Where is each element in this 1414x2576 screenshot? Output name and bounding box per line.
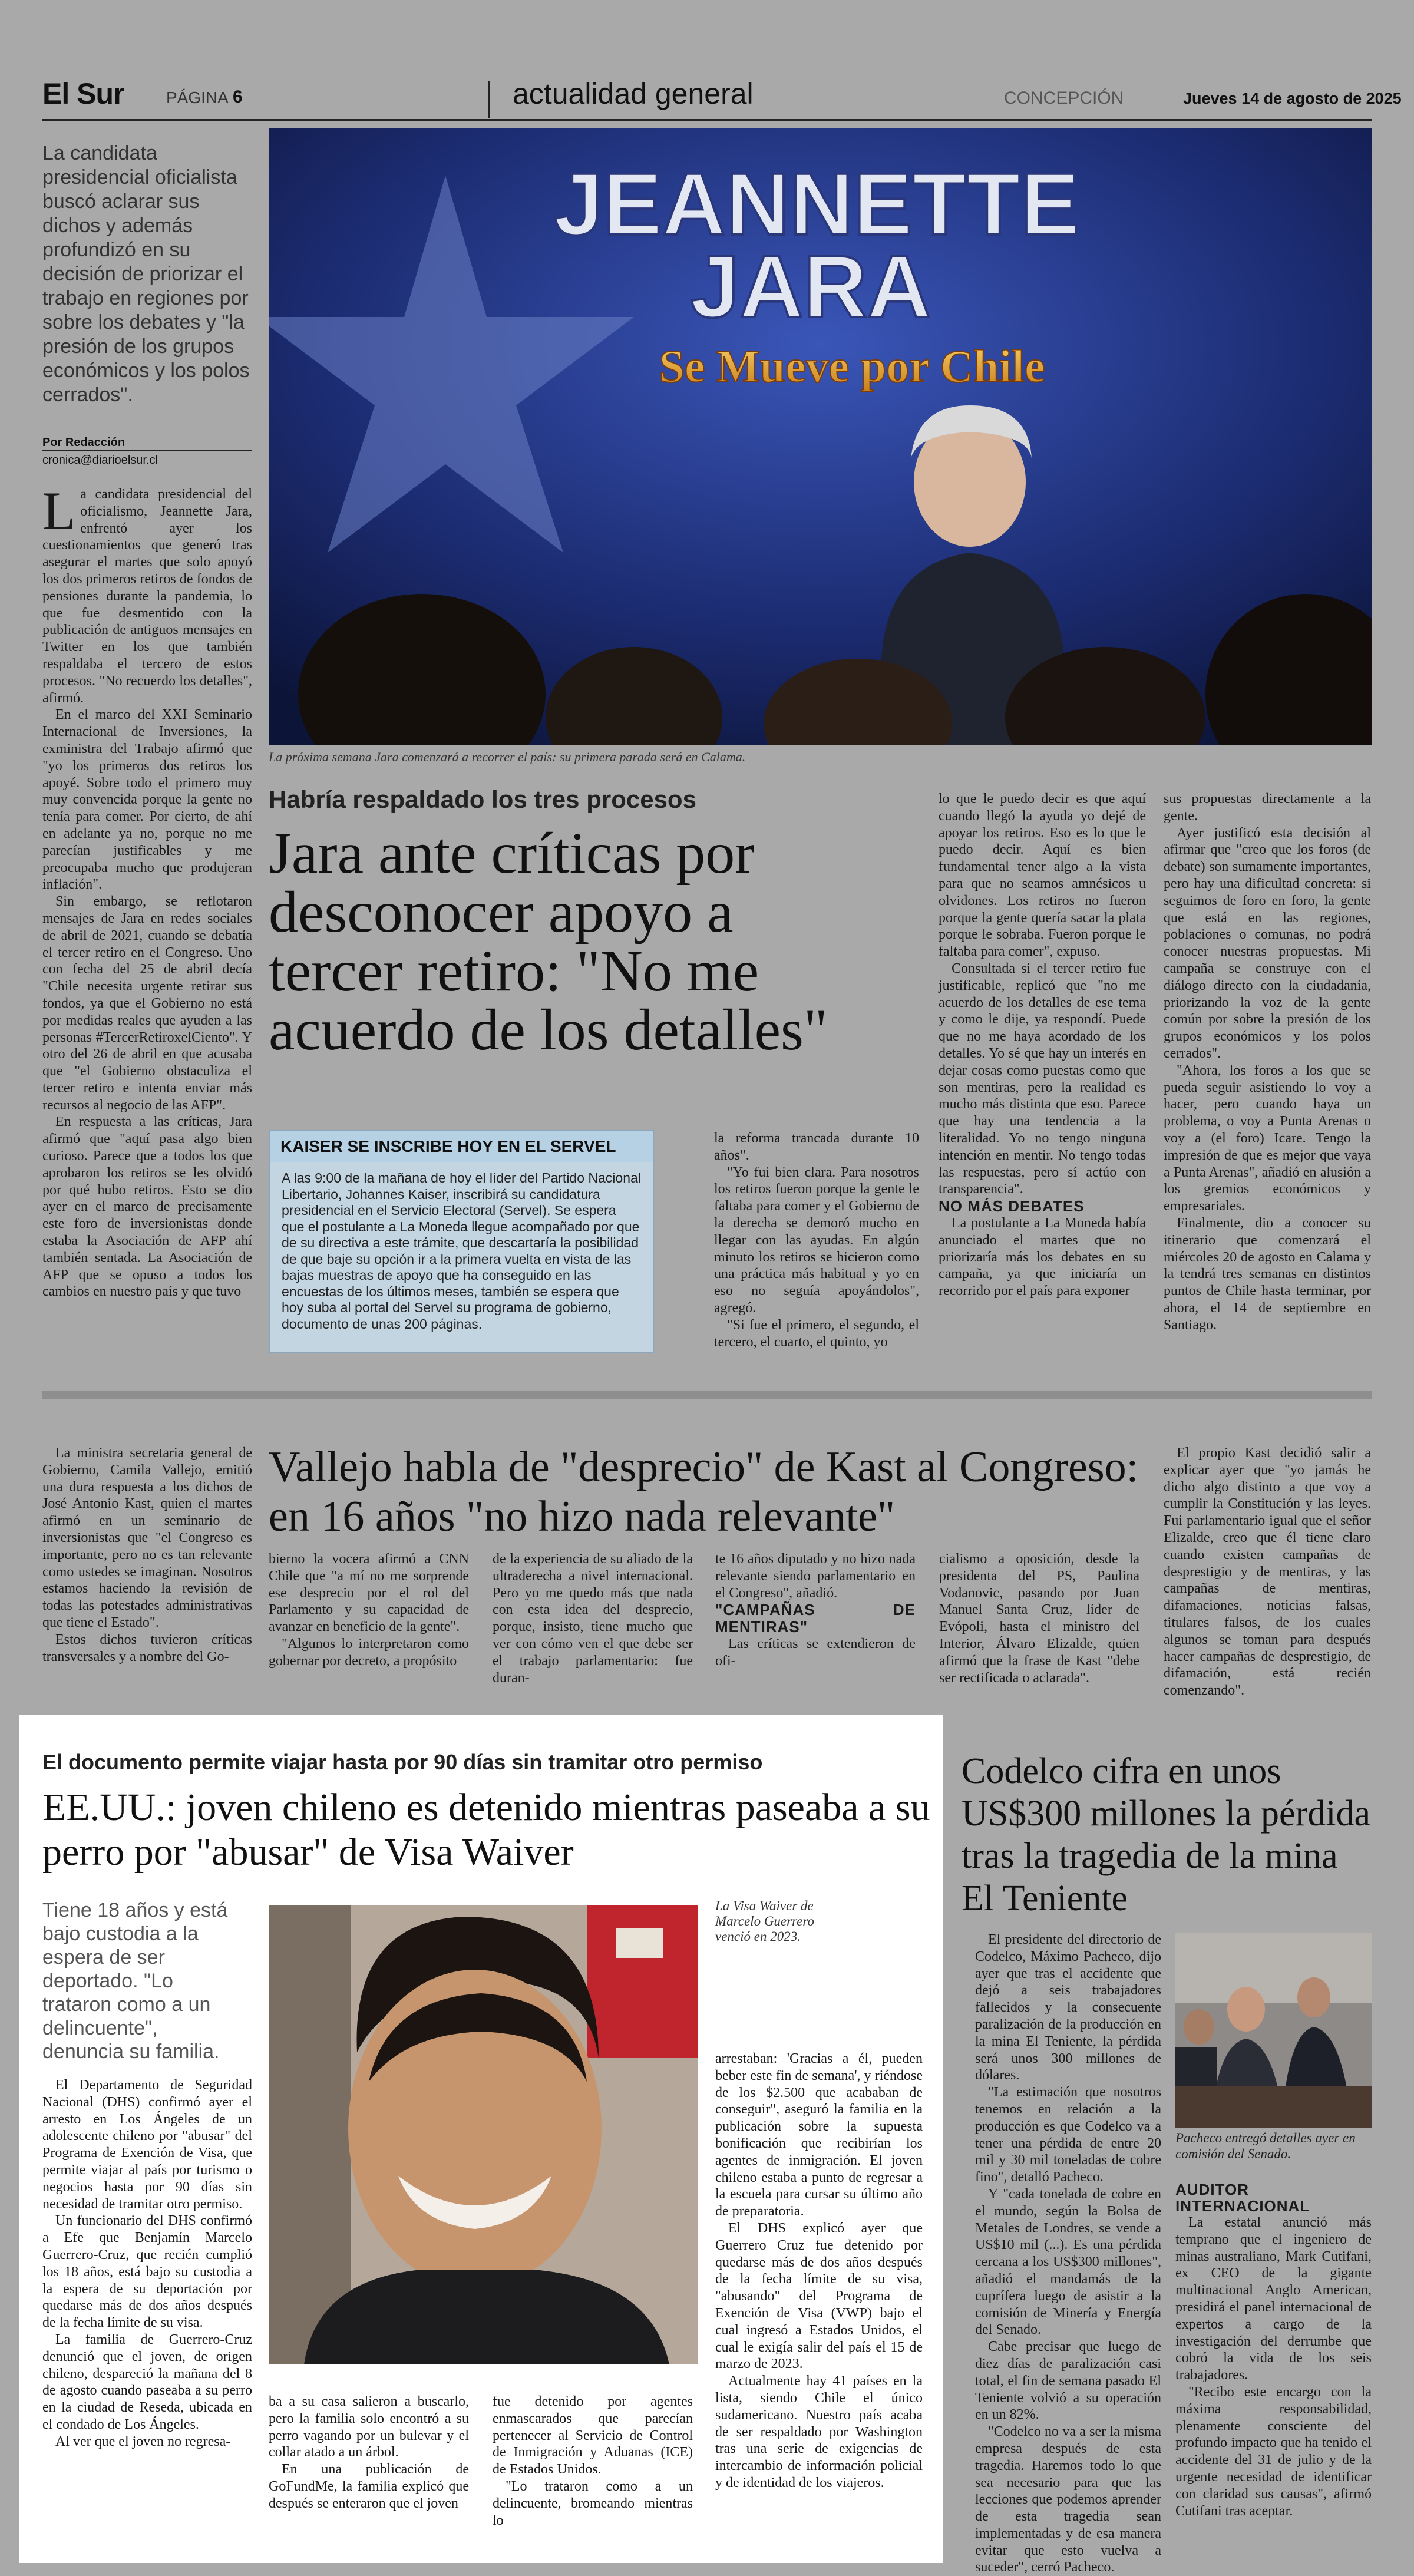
paragraph: Al ver que el joven no regresa- [55,2433,231,2449]
paragraph: a candidata presidencial del oficialismo, Jeannette Jara, enfrentó ayer los cuestionamientos que generó tras asegurar el martes que solo apoyó los dos primeros retiros de fondos de pensiones durante la pandemia, lo que fue desmentido con la publicación de antiguos mensajes en Twitter en los que también respaldaba el tercero de estos procesos. "No recuerdo los detalles", afirmó. [42,487,252,706]
page-number: 6 [233,87,243,107]
paragraph: bierno la vocera afirmó a CNN Chile que "a mí no me sorprende ese desprecio por el rol del Parlamento y su capacidad de avanzar en beneficio de la gente". [269,1551,469,1635]
jara-byline-email: cronica@diarioelsur.cl [42,454,158,467]
paragraph: El DHS explicó ayer que Guerrero Cruz fue detenido por quedarse más de dos años después de la fecha límite de su visa, "abusando" del Programa de Exención de Visa (VWP) bajo el cual ingresó a Estados Unidos, el cual le exigía salir del país el 15 de marzo de 2023. [715,2220,923,2372]
paragraph: Las críticas se extendieron de ofi- [715,1636,916,1669]
paragraph: cialismo a oposición, desde la presidenta del PS, Paulina Vodanovic, pasando por Juan Manuel Santa Cruz, líder de Evópoli, hasta el ministro del Interior, Álvaro Elizalde, quien afirmó que la frase de Kast "debe ser rectificada o aclarada". [939,1551,1139,1686]
paragraph: arrestaban: 'Gracias a él, pueden beber este fin de semana', y riéndose de los $2.500 que acababan de conseguir", aseguró la familia en la publicación sobre la supuesta bonificación que recibirían los agentes de inmigración. El joven chileno estaba a punto de regresar a la escuela para cursar su último año de preparatoria. [715,2051,923,2220]
masthead-brand: El Sur [42,77,124,110]
paragraph: La ministra secretaria general de Gobierno, Camila Vallejo, emitió una dura respuesta a los dichos de José Antonio Kast, quien el martes afirmó en un seminario de inversionistas que "el Congreso es importante, pero no es tan relevante como ustedes se imaginan. Nosotros estamos haciendo la revisión de todas las potestades administrativas que tiene el Estado". [42,1445,252,1630]
codelco-photo-caption: Pacheco entregó detalles ayer en comisión del Senado. [1175,2131,1356,2161]
jara-photo [269,128,1372,745]
paragraph: La familia de Guerrero-Cruz denunció que el joven, de origen chileno, despareció la mañana del 8 de agosto cuando paseaba a su perro en la ciudad de Reseda, ubicada en el condado de Los Ángeles. [42,2331,252,2432]
codelco-col2 [1175,2181,1372,2519]
drop-cap: L [42,481,76,541]
subheading: "CAMPAÑAS DE MENTIRAS" [715,1601,916,1636]
eeuu-photo [269,1905,698,2364]
paragraph: En respuesta a las críticas, Jara afirmó que "aquí pasa algo bien curioso. Parece que a todos los que aprobaron los retiros se les olvidó por qué hubo retiros. Esto se dio ayer en el marco de precisamente este foro de inversionistas donde estaba la Asociación de AFP ahí también sentada. La Asociación de AFP que se opuso a todos los cambios en nuestro país y que tuvo [42,1114,252,1300]
paragraph: Finalmente, dio a conocer su itinerario que comenzará el miércoles 20 de agosto en Calama y la tendrá tres semanas en distintos puntos de Chile hasta terminar, por ahora, el 14 de septiembre en Santiago. [1164,1215,1371,1333]
banner-slogan: Se Mueve por Chile [659,341,1045,392]
paragraph: lo que le puedo decir es que aquí cuando llegó la ayuda yo dejé de apoyar los retiros. Eso es lo que le puedo decir. Aquí es bien fundamental tener algo a la vista para que no seamos amnésicos u olvidones. Los retiros no fueron porque la gente quería sacar la plata porque le sobraba. Fueron porque le faltaba para comer", expuso. [939,791,1146,960]
subheading: NO MÁS DEBATES [939,1197,1085,1216]
jara-byline-name: Por Redacción [42,436,125,449]
codelco-headline: Codelco cifra en unos US$300 millones la pérdida tras la tragedia de la mina El Teniente [962,1751,1370,1918]
paragraph: "Codelco no va a ser la misma empresa después de esta tragedia. Haremos todo lo que sea necesario para que las lecciones que podemos aprender de esta tragedia sean implementadas y de esa manera evitar que esto vuelva a suceder", cerró Pacheco. [975,2424,1161,2575]
paragraph: Actualmente hay 41 países en la lista, siendo Chile el único sudamericano. Nuestro país acaba de ser respaldado por Washington tras una serie de exigencias de intercambio de información policial y de identidad de los viajeros. [715,2373,923,2491]
vallejo-col2 [269,1551,469,1670]
paragraph: Y "cada tonelada de cobre en el mundo, según la Bolsa de Metales de Londres, se vende a US$10 mil (...). Es una pérdida cercana a los US$300 millones", añadió el mandamás de la cuprífera luego de asistir a la comisión de Minería y Energía del Senado. [975,2186,1161,2338]
paragraph: La postulante a La Moneda había anunciado el martes que no priorizaría más los debates en su campaña, ya que iniciaría un recorrido por el país para exponer [939,1215,1146,1299]
codelco-photo [1175,1933,1372,2128]
section-divider [42,1391,1372,1399]
paragraph: fue detenido por agentes enmascarados que parecían pertenecer al Servicio de Control de Inmigración y Aduanas (ICE) de Estados Unidos. [493,2394,693,2478]
paragraph: Consultada si el tercer retiro fue justificable, replicó que "no me acuerdo de los detalles de ese tema y como le dije, ya respondí. Puede que no me haya acordado de los detalles. Yo sé que hay un interés en dejar cosas como puestas como que son mentiras, pero la realidad es mucho más distinta que eso. Parece que hay una tendencia a la literalidad. Yo no tengo ninguna intención en mentir. No tengo todas las respuestas, pero sí actúo con transparencia". [939,960,1146,1197]
eeuu-col4 [715,2050,923,2492]
eeuu-kicker: El documento permite viajar hasta por 90 días sin tramitar otro permiso [42,1750,763,1774]
eeuu-photo-art [269,1905,698,2364]
header-rule [42,119,1372,121]
vallejo-col6 [1164,1445,1371,1699]
city-label: CONCEPCIÓN [1004,88,1124,108]
paragraph: ba a su casa salieron a buscarlo, pero la familia solo encontró a su perro vagando por un bulevar y el collar atado a un árbol. [269,2394,469,2461]
eeuu-col1 [42,2077,252,2450]
paragraph: "Lo trataron como a un delincuente, bromeando mientras lo [493,2478,693,2528]
eeuu-lead: Tiene 18 años y está bajo custodia a la espera de ser deportado. "Lo trataron como a un delincuente", denuncia su familia. [42,1899,228,2063]
paragraph: Ayer justificó esta decisión al afirmar que "creo que los foros (de debate) son sumamente importantes, pero hay una dificultad concreta: si seguimos de foro en foro, la gente que está en las regiones, poblaciones o comunas, no podrá conocer nuestras propuestas. Mi campaña se construye con el diálogo directo con la ciudadanía, priorizando la voz de la gente común por sobre la presión de los grupos económicos y los polos cerrados". [1164,825,1371,1061]
paragraph: "Algunos lo interpretaron como gobernar por decreto, a propósito [269,1636,469,1669]
page-label: PÁGINA [166,88,229,107]
vallejo-col4 [715,1551,916,1670]
paragraph: de la experiencia de su aliado de la ultraderecha a nivel internacional. Pero yo me quedo más que nada con esta idea del desprecio, porque, insisto, tiene mucho que ver con cómo ven el que debe ser el trabajo parlamentario: fue duran- [493,1551,693,1686]
paragraph: La estatal anunció más temprano que el ingeniero de minas australiano, Mark Cutifani, ex CEO de la gigante multinacional Anglo American, presidirá el panel internacional de expertos a cargo de la investigación del derrumbe que cobró la vida de los seis trabajadores. [1175,2215,1372,2383]
paragraph: te 16 años diputado y no hizo nada relevante siendo parlamentario en el Congreso", añadió. [715,1551,916,1601]
jara-body-col3 [714,1130,919,1350]
jara-body-col1 [42,481,252,1300]
paragraph: Estos dichos tuvieron críticas transversales y a nombre del Go- [42,1632,252,1665]
jara-photo-caption: La próxima semana Jara comenzará a recorrer el país: su primera parada será en Calama. [269,749,746,764]
kaiser-box-text: A las 9:00 de la mañana de hoy el líder del Partido Nacional Libertario, Johannes Kaiser, inscribirá su candidatura presidencial en el Servicio Electoral (Servel). Se espera que el postulante a La Moneda llegue acompañado por que de su directiva a este trámite, que descartaría la posibilidad de que baje su opción ir a la primera vuelta en vista de las bajas muestras de apoyo que ha conseguido en las encuestas de los últimos meses, también se espera que hoy suba al portal del Servel su programa de gobierno, documento de unas 200 páginas. [282,1170,641,1332]
eeuu-col3 [493,2393,693,2529]
jara-body-col5 [1164,791,1371,1334]
header-divider [488,81,490,118]
paragraph: "Ahora, los foros a los que se pueda seguir asistiendo lo voy a hacer, pero cuando haya un problema, o voy a Punta Arenas o voy a (el foro) Icare. Tengo la impresión de que es mejor que vaya a Punta Arenas", añadió en alusión a los gremios económicos y empresariales. [1164,1062,1371,1214]
jara-kicker: Habría respaldado los tres procesos [269,785,696,813]
banner-text-1: JEANNETTE [554,154,1079,253]
jara-lead: La candidata presidencial oficialista buscó aclarar sus dichos y además profundizó en su decisión de priorizar el trabajo en regiones por sobre los debates y "la presión de los grupos económicos y los polos cerrados". [42,142,250,406]
paragraph: "La estimación que nosotros tenemos en relación a la producción es que Codelco va a tener una pérdida de entre 20 mil y 30 mil toneladas de cobre fino", detalló Pacheco. [975,2085,1161,2185]
paragraph: "Recibo este encargo con la máxima responsabilidad, plenamente consciente del profundo impacto que ha tenido el accidente del 31 de julio y de la urgente necesidad de identificar con claridad sus causas", afirmó Cutifani tras aceptar. [1175,2384,1372,2519]
paragraph: Sin embargo, se reflotaron mensajes de Jara en redes sociales de abril de 2021, cuando se debatía el tercer retiro en el Congreso. Uno con fecha del 25 de abril decía "Chile necesita urgente retirar sus fondos, ya que el Gobierno no está por medidas reales que ayuden a las personas #TercerRetiroxelCiento". Y otro del 26 de abril en que acusaba que "el Gobierno obstaculiza el tercer retiro e intenta enviar más recursos al negocio de las AFP". [42,894,252,1113]
eeuu-photo-caption: La Visa Waiver de Marcelo Guerrero venció en 2023. [715,1898,814,1944]
paragraph: El presidente del directorio de Codelco, Máximo Pacheco, dijo ayer que tras el accidente que dejó a seis trabajadores fallecidos y la consecuente paralización de la producción en la mina El Teniente, la pérdida será unos 300 millones de dólares. [975,1932,1161,2083]
paragraph: El propio Kast decidió salir a explicar ayer que "yo jamás he dicho algo distinto a que voy a cumplir la Constitución y las leyes. Fui parlamentario igual que el señor Elizalde, creo que él tiene claro cuando existen campañas de desprestigio y de mentiras, y las campañas de mentiras, difamaciones, noticias falsas, titulares falsos, de los cuales algunos se toman para después hacer campañas de desprestigio, de difamación, está recién comenzando". [1164,1445,1371,1699]
jara-body-col4 [939,791,1146,1300]
eeuu-col2 [269,2393,469,2512]
jara-headline: Jara ante críticas por desconocer apoyo a tercer retiro: "No me acuerdo de los detalles" [269,820,828,1062]
paragraph: Un funcionario del DHS confirmó a Efe que Benjamín Marcelo Guerrero-Cruz, que recién cumplió los 18 años, está bajo su custodia a la espera de su deportación por quedarse más de dos años después de la fecha límite de su visa. [42,2213,252,2331]
eeuu-headline: EE.UU.: joven chileno es detenido mientras paseaba a su perro por "abusar" de Visa Waiver [42,1786,930,1874]
vallejo-headline: Vallejo habla de "desprecio" de Kast al Congreso: en 16 años "no hizo nada relevante" [269,1443,1139,1541]
codelco-photo-art [1175,1933,1372,2128]
kaiser-box-title: KAISER SE INSCRIBE HOY EN EL SERVEL [270,1131,653,1162]
jara-photo-art [269,128,1372,745]
codelco-col1 [975,1931,1161,2576]
banner-text-2: JARA [690,237,931,336]
vallejo-col1 [42,1445,252,1665]
subheading: AUDITOR INTERNACIONAL [1175,2181,1310,2215]
paragraph: sus propuestas directamente a la gente. [1164,791,1371,824]
paragraph: En el marco del XXI Seminario Internacional de Inversiones, la exministra del Trabajo afirmó que "yo los primeros dos retiros los apoyé. Sobre todo el primero muy muy convencida porque la gente no tenía para comer. Por cierto, de ahí en adelante ya no, porque no me parecían justificables y me preocupaba mucho que produjeran inflación". [42,707,252,893]
paragraph: "Si fue el primero, el segundo, el tercero, el cuarto, el quinto, yo [714,1317,919,1350]
paragraph: El Departamento de Seguridad Nacional (DHS) confirmó ayer el arresto en Los Ángeles de un adolescente chileno por "abusar" del Programa de Exención de Visa, que permite viajar al país por turismo o negocios hasta por 90 días sin necesidad de tramitar otro permiso. [42,2078,252,2212]
vallejo-col3 [493,1551,693,1686]
paragraph: En una publicación de GoFundMe, la familia explicó que después se enteraron que el joven [269,2462,469,2511]
paragraph: la reforma trancada durante 10 años". [714,1131,919,1163]
section-title: actualidad general [513,77,754,110]
kaiser-box [269,1130,654,1353]
paragraph: "Yo fui bien clara. Para nosotros los retiros fueron porque la gente le faltaba para comer y el Gobierno de la derecha se demoró mucho en llegar con las ayudas. En algún minuto los retiros se hicieron como una práctica más habitual y yo en eso no seguía apoyándolos", agregó. [714,1164,919,1316]
paragraph: Cabe precisar que luego de diez días de paralización casi total, el fin de semana pasado El Teniente volvió a su operación en un 82%. [975,2339,1161,2423]
byline-rule [42,450,252,451]
vallejo-col5 [939,1551,1139,1686]
issue-date: Jueves 14 de agosto de 2025 [1183,90,1402,107]
